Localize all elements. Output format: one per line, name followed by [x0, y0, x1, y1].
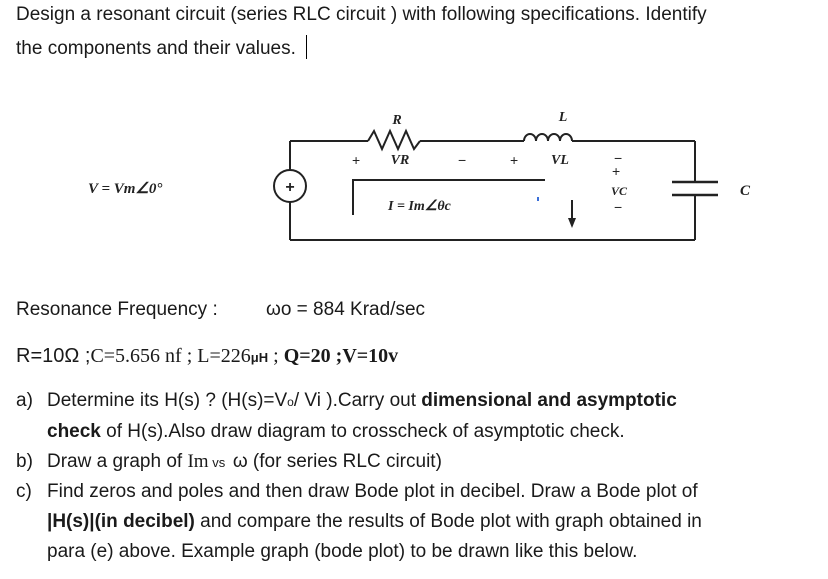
inductance-value: L=226 [197, 345, 251, 367]
rlc-circuit-diagram [80, 100, 800, 260]
capacitance-value: C=5.656 nf ; [90, 345, 193, 367]
source-voltage-label: V = Vm∠0° [88, 181, 163, 197]
resistor-label: R [392, 113, 402, 128]
question-line-2 [16, 35, 307, 60]
resonance-frequency-label: Resonance Frequency : [16, 299, 218, 320]
voltage-value: V=10v [342, 345, 399, 367]
text-cursor [306, 35, 307, 59]
item-a-bold-1: dimensional and asymptotic [421, 390, 677, 411]
item-a-text-2: / Vi ).Carry out [293, 390, 422, 411]
item-a-bold-2: check [47, 421, 101, 442]
vl-minus-sign: − [614, 150, 623, 166]
question-line-2-text: the components and their values. [16, 38, 296, 59]
vc-label: VC [611, 184, 628, 198]
item-b-text-1: Draw a graph of [47, 451, 188, 472]
vc-plus-sign: + [612, 163, 621, 179]
quality-factor-value: Q=20 ; [283, 345, 343, 367]
item-a-text-3: of H(s).Also draw diagram to crosscheck of asymptotic check. [100, 421, 625, 442]
item-a-line-2 [47, 421, 625, 443]
item-b-line [47, 451, 442, 473]
component-values [16, 345, 398, 368]
resonance-frequency-value: ωo = 884 Krad/sec [266, 299, 426, 320]
item-c-bold: |H(s)|(in decibel) [47, 511, 195, 532]
resistance-value: R=10Ω ; [16, 345, 91, 367]
source-plus-sign: + [285, 179, 295, 196]
item-c-line-1: Find zeros and poles and then draw Bode plot in decibel. Draw a Bode plot of [47, 481, 698, 502]
vr-plus-sign: + [352, 152, 361, 168]
item-b-im: Im [187, 451, 209, 472]
inductance-unit: μH [250, 350, 269, 365]
inductor-label: L [558, 110, 568, 125]
vr-minus-sign: − [458, 152, 467, 168]
question-line-1: Design a resonant circuit (series RLC circuit ) with following specifications. Identify [16, 4, 707, 25]
item-a-text-1: Determine its H(s) ? (H(s)=V [47, 390, 288, 411]
item-b-vs: vs [208, 455, 229, 470]
vc-minus-sign: − [614, 199, 623, 215]
item-a-subscript: o [287, 395, 294, 409]
item-b-omega: ω [232, 451, 248, 472]
item-a-marker: a) [16, 390, 33, 411]
item-b-text-2: (for series RLC circuit) [247, 451, 442, 472]
item-c-line-2 [47, 511, 702, 533]
item-c-marker: c) [16, 481, 32, 502]
item-c-text-2: and compare the results of Bode plot with graph obtained in [194, 511, 702, 532]
vl-label: VL [551, 153, 569, 168]
item-c-line-3: para (e) above. Example graph (bode plot) to be drawn like this below. [47, 541, 638, 562]
capacitor-label: C [740, 183, 751, 199]
vl-plus-sign: + [510, 152, 519, 168]
item-b-marker: b) [16, 451, 33, 472]
vr-label: VR [390, 153, 410, 168]
inductance-separator: ; [268, 345, 279, 367]
item-a-line-1 [47, 390, 677, 412]
current-label: I = Im∠θc [388, 199, 451, 214]
